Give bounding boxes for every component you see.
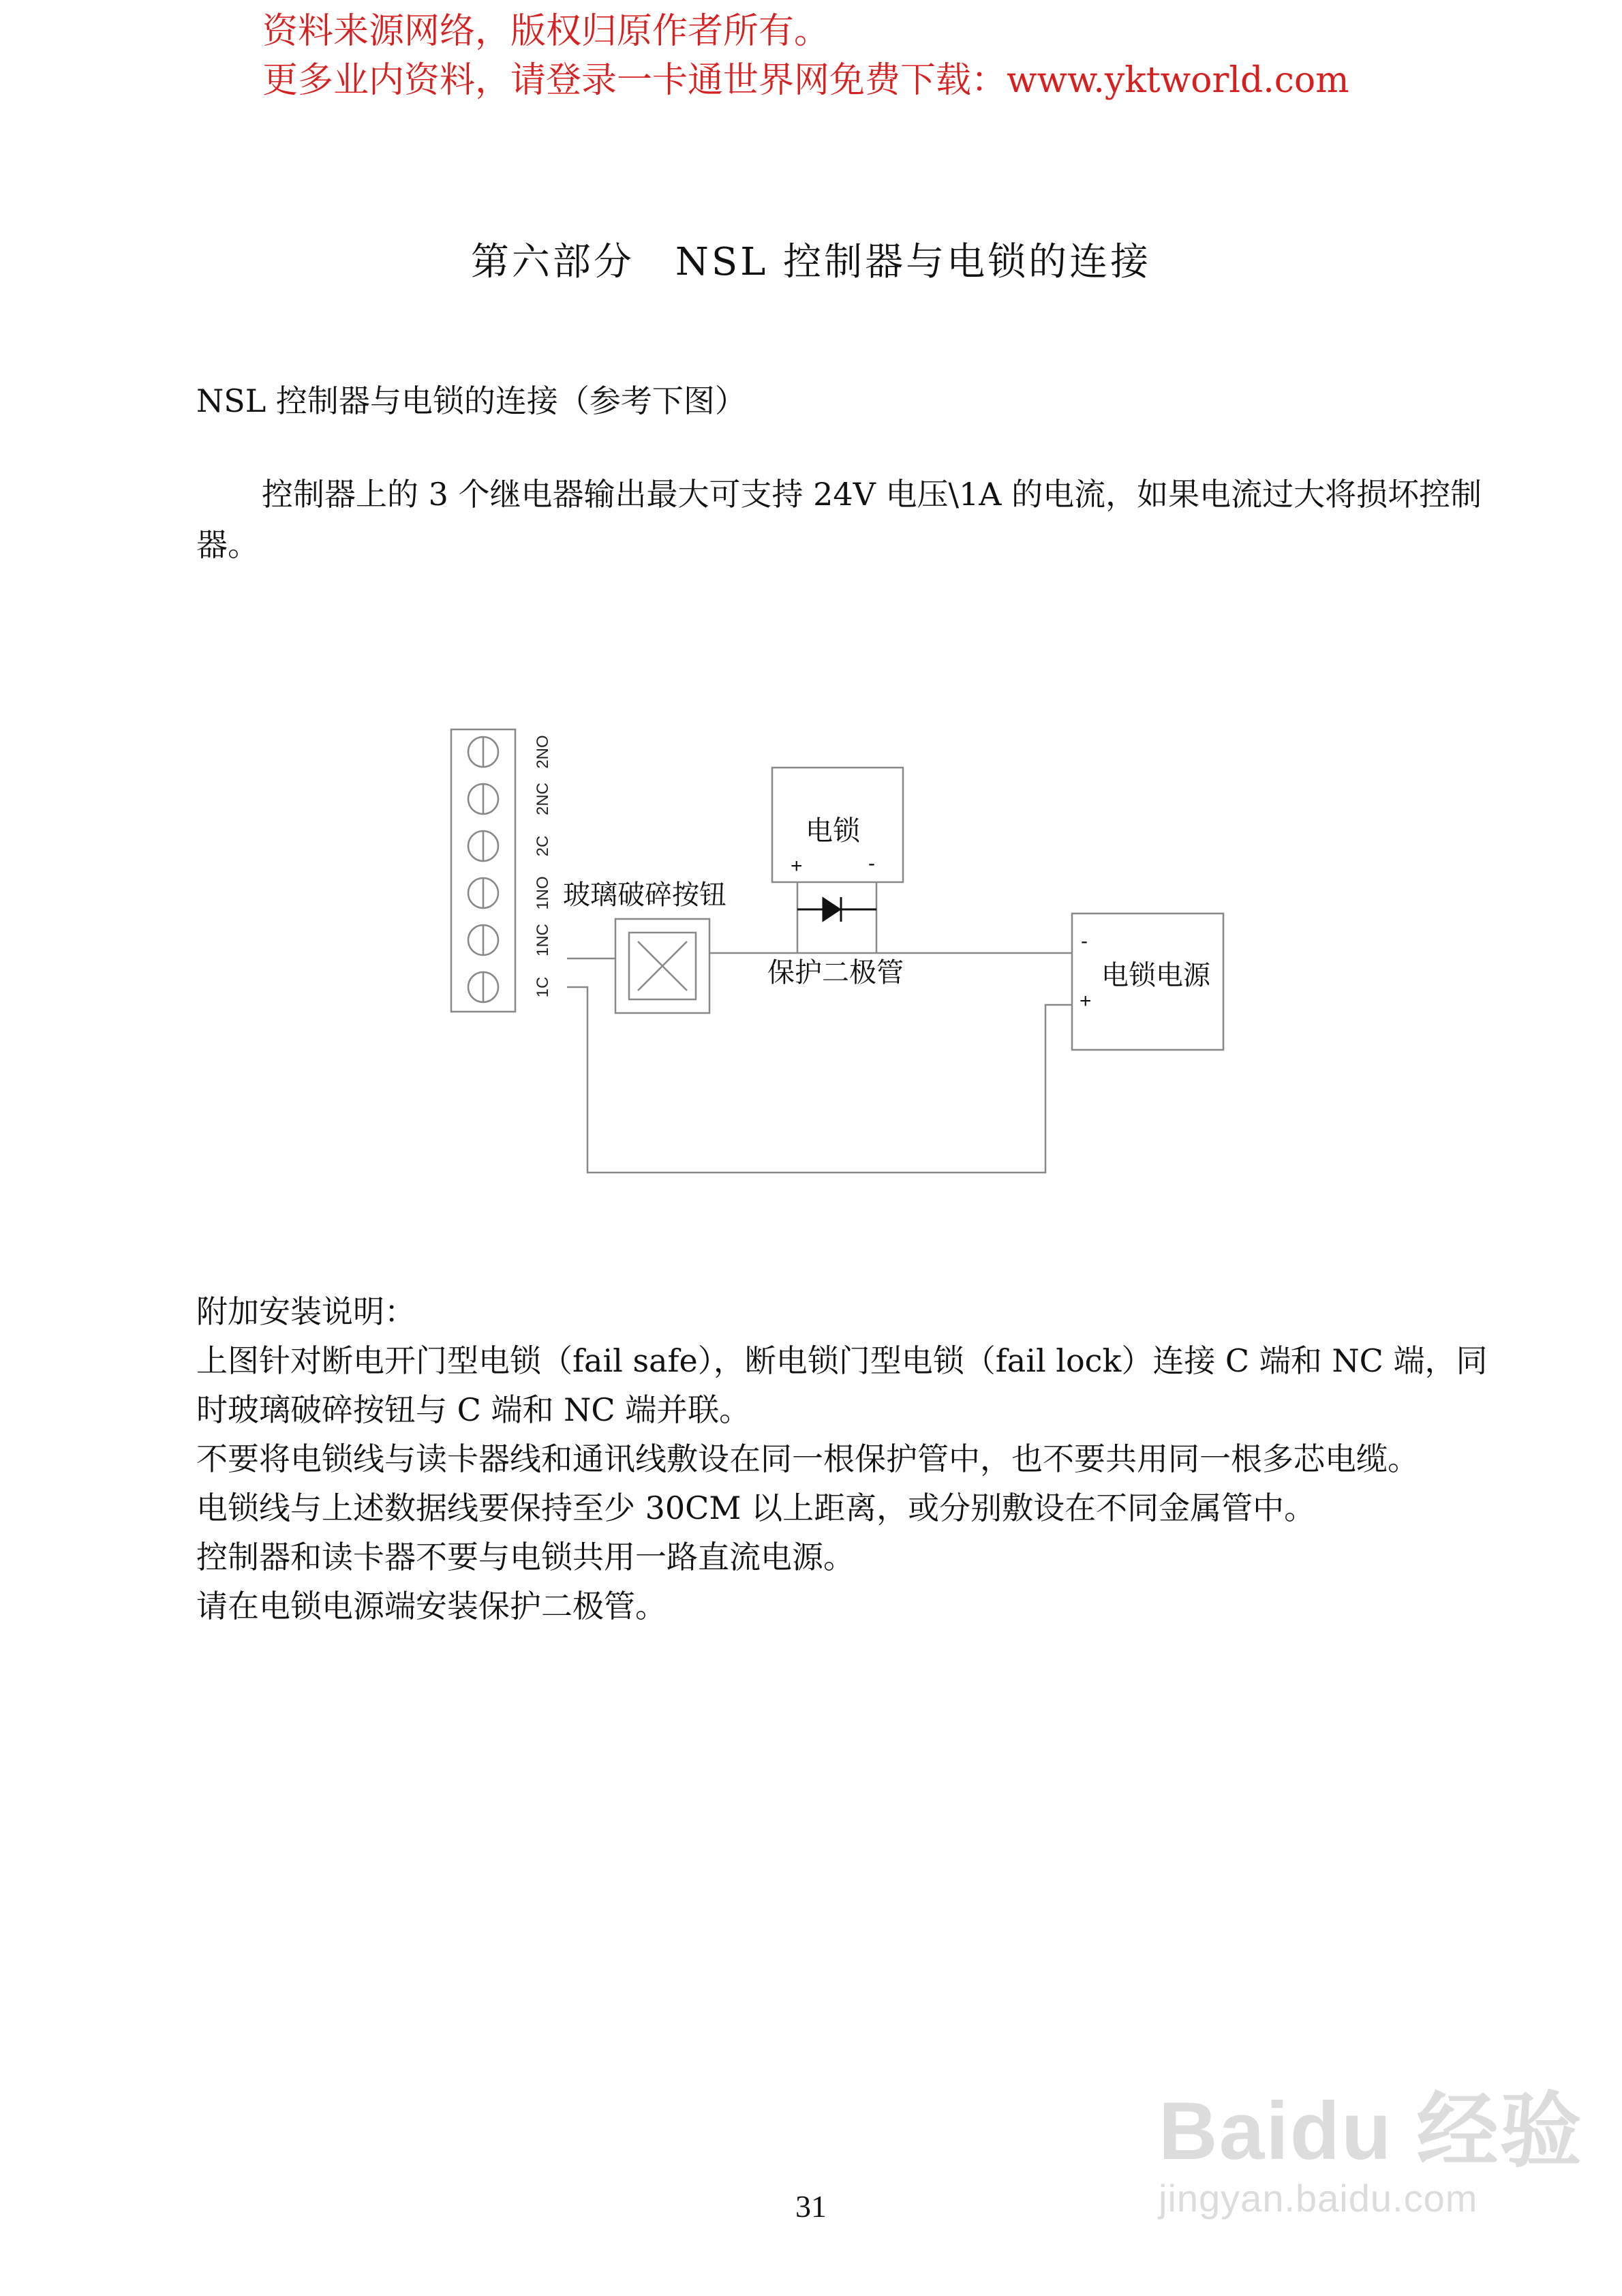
note-item: 控制器和读卡器不要与电锁共用一路直流电源。 <box>196 1539 855 1575</box>
note-item: 电锁线与上述数据线要保持至少 30CM 以上距离，或分别敷设在不同金属管中。 <box>196 1490 1316 1526</box>
wire-1c-loop <box>567 987 1072 1173</box>
terminal-screws <box>468 737 498 1002</box>
lock-label: 电锁 <box>806 815 860 847</box>
banner-line-1: 资料来源网络，版权归原作者所有。 <box>262 11 830 52</box>
terminal-block <box>451 729 515 1012</box>
watermark-url: jingyan.baidu.com <box>1159 2177 1478 2220</box>
installation-notes <box>196 1287 1491 1631</box>
baidu-watermark <box>1159 2066 1583 2220</box>
intro-paragraph: 控制器上的 3 个继电器输出最大可支持 24V 电压\1A 的电流，如果电流过大将损坏控制器。 <box>196 476 1482 563</box>
glass-break-label: 玻璃破碎按钮 <box>563 879 726 911</box>
diode-label: 保护二极管 <box>767 957 904 988</box>
page-title: 第六部分 NSL 控制器与电锁的连接 <box>470 240 1152 284</box>
terminal-label-2C: 2C <box>534 835 552 857</box>
terminal-label-1NC: 1NC <box>534 923 552 957</box>
power-plus: + <box>1080 990 1092 1012</box>
power-minus: - <box>1081 930 1088 952</box>
banner-line-2: 更多业内资料，请登录一卡通世界网免费下载：www.yktworld.com <box>262 60 1349 101</box>
note-item: 不要将电锁线与读卡器线和通讯线敷设在同一根保护管中，也不要共用同一根多芯电缆。 <box>196 1440 1419 1477</box>
terminal-label-1C: 1C <box>534 976 552 998</box>
terminal-label-2NC: 2NC <box>534 782 552 816</box>
watermark-brand: Baidu 经验 <box>1159 2085 1583 2177</box>
terminal-label-2NO: 2NO <box>534 735 552 769</box>
note-item: 上图针对断电开门型电锁（fail safe），断电锁门型电锁（fail lock）连接 C 端和 NC 端，同时玻璃破碎按钮与 C 端和 NC 端并联。 <box>196 1342 1488 1428</box>
terminal-label-1NO: 1NO <box>534 876 552 910</box>
section-subtitle: NSL 控制器与电锁的连接（参考下图） <box>196 382 746 419</box>
lock-plus: + <box>791 855 803 877</box>
protection-diode <box>797 897 876 922</box>
power-supply-label: 电锁电源 <box>1101 960 1210 991</box>
lock-minus: - <box>868 852 875 875</box>
page-number: 31 <box>795 2189 827 2224</box>
notes-heading: 附加安装说明： <box>196 1293 416 1330</box>
note-item: 请在电锁电源端安装保护二极管。 <box>196 1588 667 1625</box>
